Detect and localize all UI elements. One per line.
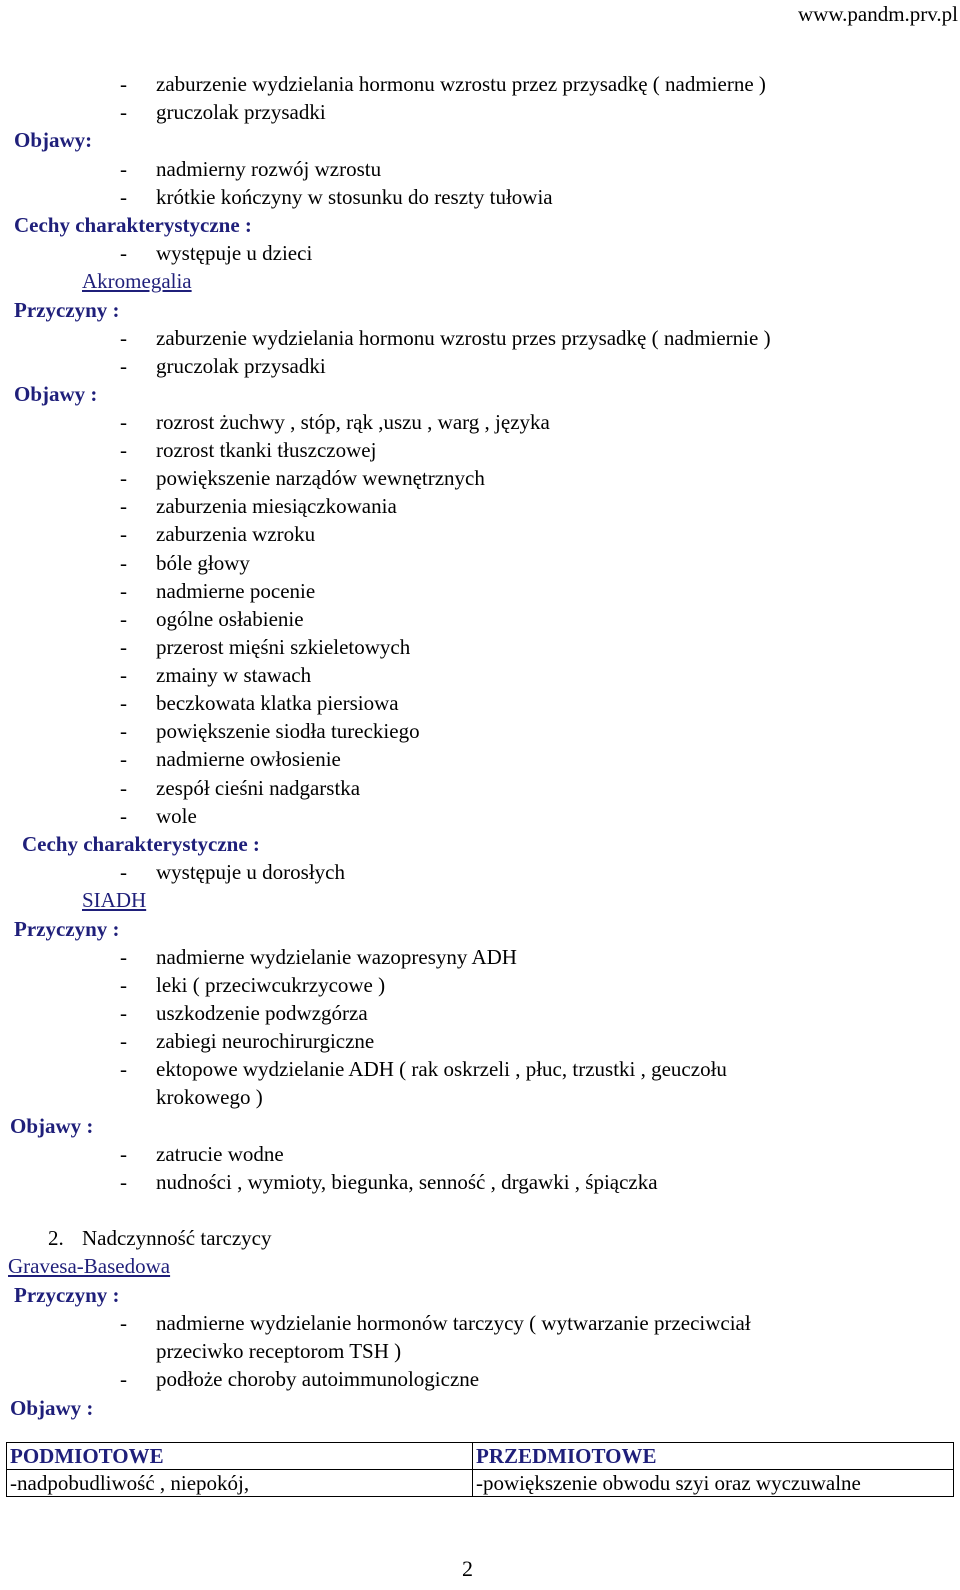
- table-cell: -nadpobudliwość , niepokój,: [7, 1470, 473, 1497]
- page-number: 2: [462, 1556, 473, 1581]
- section-heading: Przyczyny :: [14, 298, 120, 322]
- table-header-cell: PRZEDMIOTOWE: [473, 1443, 954, 1470]
- section-heading: Przyczyny :: [14, 917, 120, 941]
- symptoms-table: [6, 1442, 954, 1497]
- disease-title: Akromegalia: [82, 269, 192, 293]
- section-heading: Objawy :: [10, 1396, 94, 1420]
- site-url: www.pandm.prv.pl: [797, 2, 958, 26]
- section-heading: Objawy :: [14, 382, 98, 406]
- disease-title: Gravesa-Basedowa: [8, 1254, 171, 1278]
- section-number: 2.: [48, 1226, 64, 1250]
- section-title: Nadczynność tarczycy: [82, 1226, 272, 1250]
- list-item-continuation: przeciwko receptorom TSH ): [156, 1339, 402, 1363]
- section-heading: Cechy charakterystyczne :: [22, 832, 260, 856]
- section-heading: Cechy charakterystyczne :: [14, 213, 252, 237]
- table-header-cell: PODMIOTOWE: [7, 1443, 473, 1470]
- list-item-continuation: krokowego ): [156, 1085, 263, 1109]
- section-heading: Objawy :: [10, 1114, 94, 1138]
- table-cell: -powiększenie obwodu szyi oraz wyczuwalne: [473, 1470, 954, 1497]
- disease-title: SIADH: [82, 888, 147, 912]
- table-header-row: [7, 1443, 954, 1470]
- table-row: [7, 1470, 954, 1497]
- section-heading: Objawy:: [14, 128, 93, 152]
- section-heading: Przyczyny :: [14, 1283, 120, 1307]
